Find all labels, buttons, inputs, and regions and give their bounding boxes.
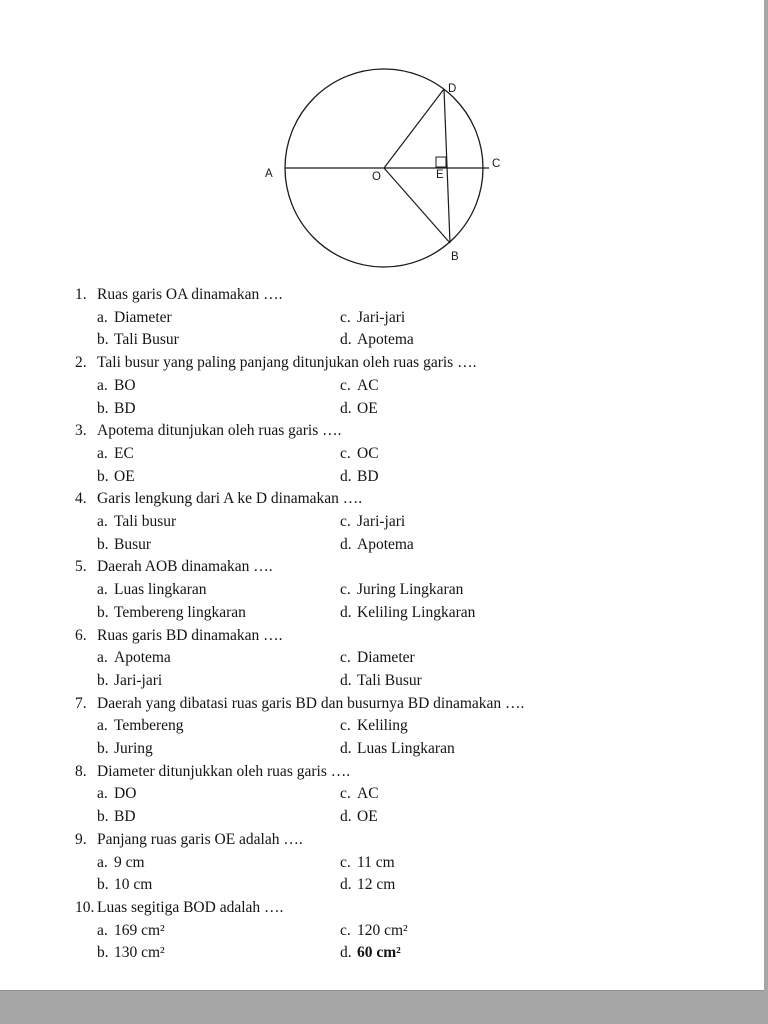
answer-option <box>340 715 408 738</box>
option-letter: a. <box>97 921 108 939</box>
option-text: BD <box>357 467 379 485</box>
question-text: Ruas garis OA dinamakan …. <box>97 286 283 303</box>
point-label-E: E <box>436 169 444 181</box>
question-number: 1. <box>75 286 87 303</box>
option-text: BO <box>114 376 136 394</box>
question-number: 4. <box>75 490 87 508</box>
option-letter: a. <box>97 513 108 531</box>
option-text: 169 cm² <box>114 921 165 939</box>
circle-diagram-svg <box>0 0 764 282</box>
answer-option <box>97 942 340 965</box>
option-letter: b. <box>97 671 109 689</box>
answer-option <box>97 579 340 602</box>
option-letter: b. <box>97 603 109 621</box>
option-text: Jari-jari <box>357 308 406 326</box>
option-letter: b. <box>97 808 109 826</box>
question <box>75 761 744 829</box>
question-text: Daerah AOB dinamakan …. <box>97 558 273 576</box>
question <box>75 897 744 965</box>
question-text: Tali busur yang paling panjang ditunjukan oleh ruas garis …. <box>97 354 477 372</box>
option-letter: b. <box>97 535 109 553</box>
option-text: Jari-jari <box>357 513 406 531</box>
question-text: Luas segitiga BOD adalah …. <box>97 898 284 916</box>
answer-option <box>340 874 395 897</box>
option-text: Busur <box>114 535 152 553</box>
option-letter: c. <box>340 649 351 667</box>
question-number: 7. <box>75 694 87 712</box>
answer-option <box>340 443 379 466</box>
option-letter: c. <box>340 513 351 531</box>
option-letter: a. <box>97 581 108 599</box>
option-text: Jari-jari <box>114 671 163 689</box>
option-text: Keliling Lingkaran <box>357 603 476 621</box>
option-text: Luas lingkaran <box>114 581 207 599</box>
option-letter: b. <box>97 331 109 349</box>
question <box>75 625 744 693</box>
chord-line-DB <box>444 89 450 243</box>
question <box>75 352 744 420</box>
answer-option <box>340 511 405 534</box>
option-letter: c. <box>340 308 351 326</box>
question-text: Ruas garis BD dinamakan …. <box>97 626 283 644</box>
option-text: Keliling <box>357 717 408 735</box>
option-letter: c. <box>340 444 351 462</box>
radius-line-OD <box>384 89 444 168</box>
answer-option <box>340 534 414 557</box>
question-text: Daerah yang dibatasi ruas garis BD dan busurnya BD dinamakan …. <box>97 694 525 712</box>
option-text: 130 cm² <box>114 944 165 962</box>
option-text: 11 cm <box>357 853 395 871</box>
question-number: 2. <box>75 354 87 372</box>
option-letter: b. <box>97 399 109 417</box>
question-text: Panjang ruas garis OE adalah …. <box>97 830 303 848</box>
answer-option <box>340 738 455 761</box>
option-text: 10 cm <box>114 876 153 894</box>
point-label-C: C <box>492 158 501 170</box>
question-text: Garis lengkung dari A ke D dinamakan …. <box>97 490 363 508</box>
answer-option <box>340 670 422 693</box>
answer-option <box>97 466 340 489</box>
answer-option <box>340 806 378 829</box>
option-letter: c. <box>340 921 351 939</box>
question <box>75 284 744 352</box>
option-text: OE <box>114 467 135 485</box>
answer-option <box>340 852 395 875</box>
question-number: 5. <box>75 558 87 576</box>
option-text: 12 cm <box>357 876 396 894</box>
option-text: Tembereng lingkaran <box>114 603 246 621</box>
answer-option <box>97 511 340 534</box>
question <box>75 556 744 624</box>
answer-option <box>97 806 340 829</box>
option-letter: d. <box>340 535 352 553</box>
option-letter: a. <box>97 444 108 462</box>
answer-option <box>97 647 340 670</box>
answer-option <box>97 534 340 557</box>
question-text: Apotema ditunjukan oleh ruas garis …. <box>97 422 342 440</box>
option-letter: a. <box>97 376 108 394</box>
point-label-B: B <box>451 251 459 263</box>
option-text: Luas Lingkaran <box>357 740 455 758</box>
option-text: AC <box>357 785 379 803</box>
option-text: DO <box>114 785 137 803</box>
question-text: Diameter ditunjukkan oleh ruas garis …. <box>97 762 351 780</box>
option-text: 60 cm² <box>357 944 401 962</box>
answer-option <box>340 920 408 943</box>
answer-option <box>340 602 475 625</box>
option-letter: b. <box>97 944 109 962</box>
questions-list <box>75 284 744 965</box>
answer-option <box>340 375 379 398</box>
question-number: 8. <box>75 762 87 780</box>
answer-option <box>97 715 340 738</box>
option-text: Tembereng <box>114 717 184 735</box>
question-number: 9. <box>75 830 87 848</box>
option-text: Apotema <box>357 331 414 349</box>
option-text: Diameter <box>114 308 172 326</box>
answer-option <box>340 647 415 670</box>
question-number: 3. <box>75 422 87 440</box>
answer-option <box>340 307 405 330</box>
option-letter: b. <box>97 876 109 894</box>
answer-option <box>340 783 379 806</box>
point-label-D: D <box>448 83 457 95</box>
answer-option <box>97 920 340 943</box>
question <box>75 693 744 761</box>
option-text: Tali Busur <box>357 671 422 689</box>
answer-option <box>97 307 340 330</box>
option-letter: d. <box>340 944 352 962</box>
question <box>75 829 744 897</box>
answer-option <box>340 329 414 352</box>
answer-option <box>97 602 340 625</box>
answer-option <box>340 942 401 965</box>
option-letter: c. <box>340 785 351 803</box>
point-label-O: O <box>372 171 381 183</box>
option-text: Tali Busur <box>114 331 179 349</box>
option-text: OE <box>357 399 378 417</box>
question-number: 10. <box>75 898 95 916</box>
option-text: BD <box>114 399 136 417</box>
option-letter: b. <box>97 467 109 485</box>
right-angle-mark <box>436 157 446 167</box>
option-letter: a. <box>97 853 108 871</box>
option-text: OE <box>357 808 378 826</box>
option-text: 9 cm <box>114 853 145 871</box>
option-letter: a. <box>97 308 108 326</box>
option-text: Juring Lingkaran <box>357 581 464 599</box>
option-letter: d. <box>340 808 352 826</box>
option-text: 120 cm² <box>357 921 408 939</box>
option-text: Diameter <box>357 649 415 667</box>
option-text: EC <box>114 444 134 462</box>
answer-option <box>97 375 340 398</box>
option-letter: d. <box>340 740 352 758</box>
circle-diagram <box>0 0 764 282</box>
option-text: Tali busur <box>114 513 177 531</box>
option-letter: d. <box>340 876 352 894</box>
answer-option <box>97 874 340 897</box>
answer-option <box>340 398 378 421</box>
question <box>75 420 744 488</box>
option-letter: c. <box>340 853 351 871</box>
option-text: AC <box>357 376 379 394</box>
answer-option <box>97 783 340 806</box>
option-letter: a. <box>97 649 108 667</box>
option-text: Apotema <box>114 649 171 667</box>
answer-option <box>340 466 379 489</box>
answer-option <box>97 738 340 761</box>
option-letter: d. <box>340 399 352 417</box>
point-label-A: A <box>265 168 273 180</box>
option-text: BD <box>114 808 136 826</box>
answer-option <box>97 852 340 875</box>
option-letter: b. <box>97 740 109 758</box>
option-letter: c. <box>340 717 351 735</box>
option-letter: d. <box>340 671 352 689</box>
answer-option <box>97 329 340 352</box>
option-letter: d. <box>340 603 352 621</box>
answer-option <box>97 443 340 466</box>
answer-option <box>340 579 463 602</box>
option-letter: d. <box>340 467 352 485</box>
option-letter: c. <box>340 581 351 599</box>
option-text: Juring <box>114 740 153 758</box>
option-letter: a. <box>97 785 108 803</box>
question <box>75 488 744 556</box>
option-text: OC <box>357 444 379 462</box>
option-text: Apotema <box>357 535 414 553</box>
option-letter: a. <box>97 717 108 735</box>
option-letter: c. <box>340 376 351 394</box>
option-letter: d. <box>340 331 352 349</box>
answer-option <box>97 398 340 421</box>
question-number: 6. <box>75 626 87 644</box>
answer-option <box>97 670 340 693</box>
